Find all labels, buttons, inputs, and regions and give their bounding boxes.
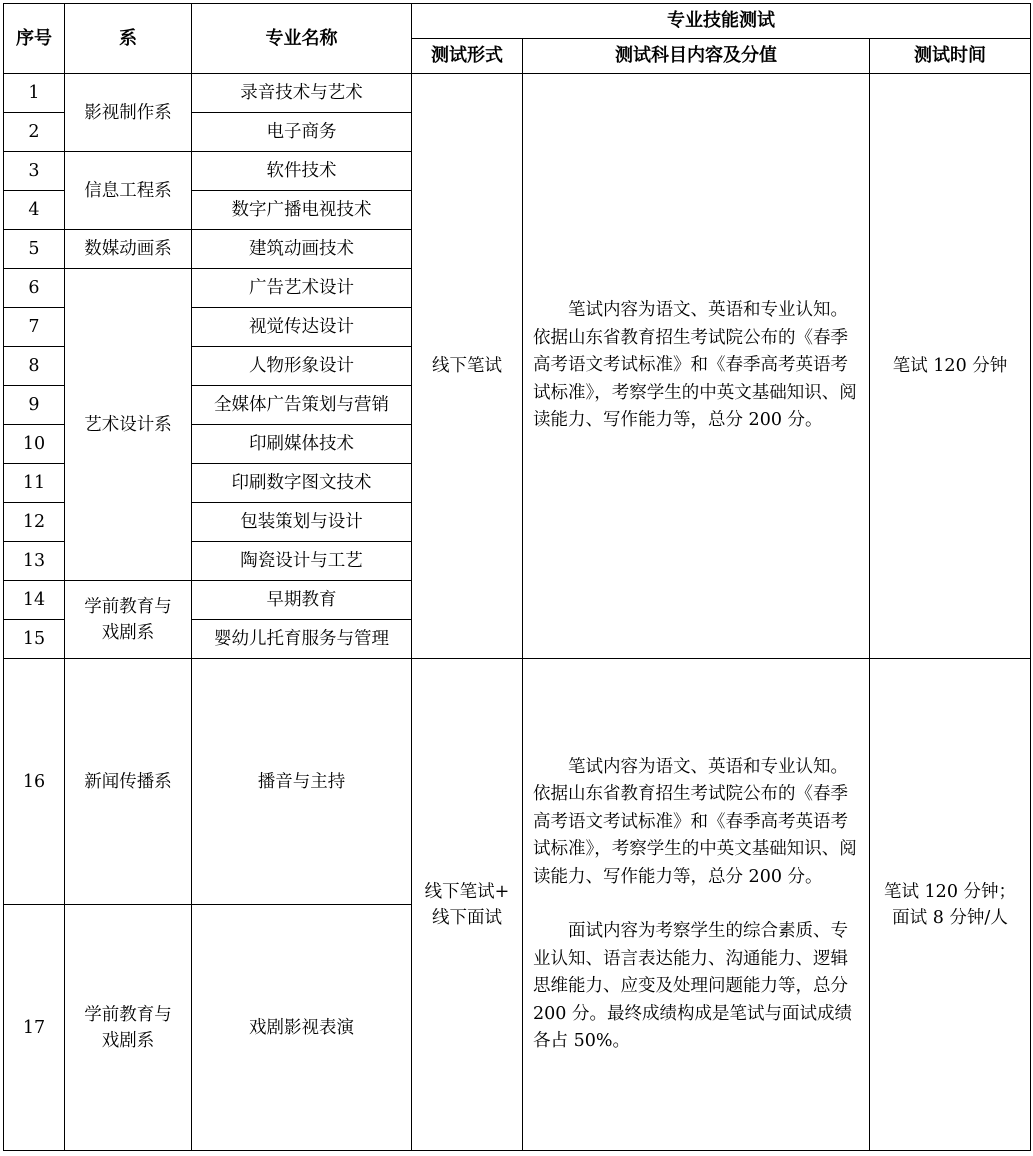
dept-cell bbox=[65, 581, 192, 659]
header-skill-test-group: 专业技能测试 bbox=[412, 4, 1031, 39]
header-seq: 序号 bbox=[4, 4, 65, 74]
admission-test-table bbox=[3, 3, 1031, 1151]
header-test-content: 测试科目内容及分值 bbox=[523, 39, 870, 74]
row-seq: 14 bbox=[4, 581, 65, 620]
test-form-cell bbox=[412, 659, 523, 1151]
dept-cell: 信息工程系 bbox=[65, 152, 192, 230]
row-seq: 10 bbox=[4, 425, 65, 464]
major-cell: 广告艺术设计 bbox=[192, 269, 412, 308]
dept-cell: 数媒动画系 bbox=[65, 230, 192, 269]
interview-text: 面试内容为考察学生的综合素质、专业认知、语言表达能力、沟通能力、逻辑思维能力、应变及处理问题能力等，总分 200 分。最终成绩构成是笔试与面试成绩各占 50%。 bbox=[533, 921, 852, 1051]
row-seq: 6 bbox=[4, 269, 65, 308]
dept-line: 戏剧系 bbox=[101, 1030, 155, 1051]
row-seq: 3 bbox=[4, 152, 65, 191]
test-content-cell bbox=[523, 659, 870, 1151]
test-time-cell: 笔试 120 分钟 bbox=[870, 74, 1031, 659]
major-cell: 戏剧影视表演 bbox=[192, 905, 412, 1151]
test-form-cell: 线下笔试 bbox=[412, 74, 523, 659]
dept-line: 学前教育与 bbox=[84, 596, 172, 617]
row-seq: 17 bbox=[4, 905, 65, 1151]
row-seq: 1 bbox=[4, 74, 65, 113]
row-seq: 13 bbox=[4, 542, 65, 581]
major-cell: 包装策划与设计 bbox=[192, 503, 412, 542]
dept-line: 学前教育与 bbox=[84, 1004, 172, 1025]
major-cell: 陶瓷设计与工艺 bbox=[192, 542, 412, 581]
row-seq: 5 bbox=[4, 230, 65, 269]
major-cell: 录音技术与艺术 bbox=[192, 74, 412, 113]
row-seq: 2 bbox=[4, 113, 65, 152]
header-major: 专业名称 bbox=[192, 4, 412, 74]
header-test-form: 测试形式 bbox=[412, 39, 523, 74]
header-test-time: 测试时间 bbox=[870, 39, 1031, 74]
major-cell: 电子商务 bbox=[192, 113, 412, 152]
major-cell: 人物形象设计 bbox=[192, 347, 412, 386]
row-seq: 11 bbox=[4, 464, 65, 503]
major-cell: 数字广播电视技术 bbox=[192, 191, 412, 230]
row-seq: 15 bbox=[4, 620, 65, 659]
test-time-line: 面试 8 分钟/人 bbox=[892, 907, 1008, 928]
header-dept: 系 bbox=[65, 4, 192, 74]
dept-cell bbox=[65, 905, 192, 1151]
major-cell: 视觉传达设计 bbox=[192, 308, 412, 347]
major-cell: 建筑动画技术 bbox=[192, 230, 412, 269]
row-seq: 4 bbox=[4, 191, 65, 230]
major-cell: 印刷数字图文技术 bbox=[192, 464, 412, 503]
test-content-cell bbox=[523, 74, 870, 659]
dept-cell: 艺术设计系 bbox=[65, 269, 192, 581]
row-seq: 16 bbox=[4, 659, 65, 905]
row-seq: 9 bbox=[4, 386, 65, 425]
dept-cell: 影视制作系 bbox=[65, 74, 192, 152]
major-cell: 全媒体广告策划与营销 bbox=[192, 386, 412, 425]
test-time-line: 笔试 120 分钟； bbox=[883, 881, 1017, 902]
row-seq: 12 bbox=[4, 503, 65, 542]
test-form-line: 线下笔试+ bbox=[424, 881, 510, 902]
written-test-text: 笔试内容为语文、英语和专业认知。依据山东省教育招生考试院公布的《春季高考语文考试标准》和《春季高考英语考试标准》，考察学生的中英文基础知识、阅读能力、写作能力等，总分 200 分。 bbox=[533, 756, 857, 887]
major-cell: 软件技术 bbox=[192, 152, 412, 191]
major-cell: 印刷媒体技术 bbox=[192, 425, 412, 464]
row-seq: 8 bbox=[4, 347, 65, 386]
test-content-text: 笔试内容为语文、英语和专业认知。依据山东省教育招生考试院公布的《春季高考语文考试标准》和《春季高考英语考试标准》，考察学生的中英文基础知识、阅读能力、写作能力等，总分 200 分。 bbox=[533, 300, 857, 431]
major-cell: 播音与主持 bbox=[192, 659, 412, 905]
test-time-cell bbox=[870, 659, 1031, 1151]
dept-line: 戏剧系 bbox=[101, 622, 155, 643]
major-cell: 婴幼儿托育服务与管理 bbox=[192, 620, 412, 659]
test-form-line: 线下面试 bbox=[432, 907, 502, 928]
row-seq: 7 bbox=[4, 308, 65, 347]
dept-cell: 新闻传播系 bbox=[65, 659, 192, 905]
major-cell: 早期教育 bbox=[192, 581, 412, 620]
